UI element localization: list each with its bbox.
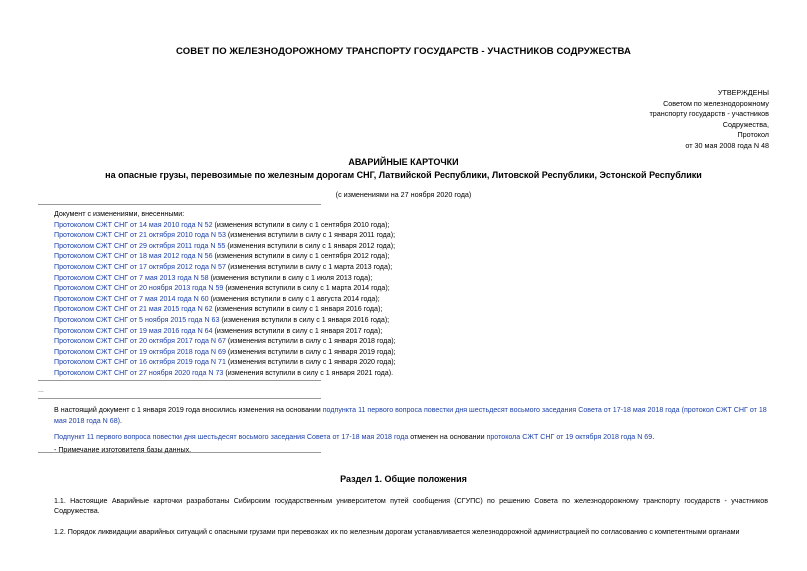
protocol-effective-text: (изменения вступили в силу с 1 января 2018 года); [225,337,396,346]
divider [38,398,321,399]
subitem-link[interactable]: Подпункт 11 первого вопроса повестки дня шестьдесят восьмого заседания Совета от 17-18 мая 2018 года [54,433,409,442]
list-item [54,368,754,379]
approval-line: Содружества, [722,119,769,129]
list-item [54,273,754,284]
protocol-link[interactable]: Протоколом СЖТ СНГ от 18 мая 2012 года N 56 [54,252,213,261]
approval-line: Протокол [737,130,769,140]
list-item [54,336,754,347]
approval-line: УТВЕРЖДЕНЫ [717,88,769,97]
protocol-effective-text: (изменения вступили в силу с 1 июля 2013 года); [208,273,373,282]
list-item [54,357,754,368]
protocol-link[interactable]: Протоколом СЖТ СНГ от 14 мая 2010 года N 52 [54,220,213,229]
protocol-effective-text: (изменения вступили в силу с 1 января 2017 года); [212,326,383,335]
protocol-link[interactable]: Протоколом СЖТ СНГ от 29 октября 2011 года N 55 [54,241,226,250]
section-title: Раздел 1. Общие положения [340,474,467,484]
paragraph-text: 1.2. Порядок ликвидации аварийных ситуаций с опасными грузами при перевозках их по железным дорогам устанавливается железнодорожной администрацией по согласованию с компетентными органами [54,528,740,536]
paragraph-1-1 [40,496,768,517]
protocol-link[interactable]: Протоколом СЖТ СНГ от 27 ноября 2020 года N 73 [54,368,224,377]
changes-list [54,209,754,379]
protocol-link[interactable]: Протоколом СЖТ СНГ от 21 мая 2015 года N 62 [54,305,213,314]
divider [38,452,321,453]
list-item [54,262,754,273]
note-text: отменен на основании [408,433,487,442]
protocol-effective-text: (изменения вступили в силу с 1 января 2019 года); [225,347,396,356]
list-item [54,251,754,262]
changes-intro: Документ с изменениями, внесенными: [54,210,185,218]
note-paragraph [54,432,770,443]
protocol-effective-text: (изменения вступили в силу с 1 января 2016 года); [212,305,383,314]
protocol-link[interactable]: Протоколом СЖТ СНГ от 19 октября 2018 года N 69 [54,347,226,356]
protocol-effective-text: (изменения вступили в силу с 1 марта 2013 года); [225,262,393,271]
note-text: . [652,433,655,442]
list-item [54,315,754,326]
list-item [54,304,754,315]
protocol-link[interactable]: протокола СЖТ СНГ от 19 октября 2018 года N 69 [486,433,653,442]
protocol-link[interactable]: Протоколом СЖТ СНГ от 16 октября 2019 года N 71 [54,358,226,367]
divider [38,204,321,205]
approval-block [569,88,769,152]
protocol-link[interactable]: Протоколом СЖТ СНГ от 21 октября 2010 года N 53 [54,231,226,240]
subitem-link[interactable]: подпункта 11 первого вопроса повестки дня шестьдесят восьмого заседания Совета от 17-18 мая 2018 года [322,406,680,414]
paragraph-1-2 [40,527,768,537]
database-note: - Примечание изготовителя базы данных. [54,445,192,454]
protocol-link[interactable]: Протоколом СЖТ СНГ от 5 ноября 2015 года N 63 [54,315,220,324]
protocol-effective-text: (изменения вступили в силу с 1 августа 2014 года); [208,294,380,303]
note-text: В настоящий документ с 1 января 2019 года вносились изменения на основании [54,406,323,414]
protocol-effective-text: (изменения вступили в силу с 1 января 2020 года); [225,358,396,367]
list-item [54,241,754,252]
divider [38,380,321,381]
note-text: . [120,416,122,425]
list-item [54,294,754,305]
protocol-link[interactable]: Протоколом СЖТ СНГ от 7 мая 2013 года N 58 [54,273,209,282]
list-item [54,283,754,294]
protocol-effective-text: (изменения вступили в силу с 1 января 2021 года). [223,368,394,377]
ellipsis: ... [38,387,44,394]
protocol-link[interactable]: Протоколом СЖТ СНГ от 17 октября 2012 года N 57 [54,262,226,271]
document-title: АВАРИЙНЫЕ КАРТОЧКИ [348,157,459,167]
protocol-effective-text: (изменения вступили в силу с 1 сентября 2012 года); [212,252,390,261]
protocol-effective-text: (изменения вступили в силу с 1 марта 2014 года); [223,284,390,293]
protocol-effective-text: (изменения вступили в силу с 1 января 2012 года); [225,241,396,250]
council-heading: СОВЕТ ПО ЖЕЛЕЗНОДОРОЖНОМУ ТРАНСПОРТУ ГОСУДАРСТВ - УЧАСТНИКОВ СОДРУЖЕСТВА [176,46,631,57]
protocol-link[interactable]: (протокол СЖТ СНГ от 18 мая 2018 года N 68) [54,406,767,425]
amendment-date-note: (с изменениями на 27 ноября 2020 года) [335,190,472,199]
protocol-effective-text: (изменения вступили в силу с 1 января 2016 года); [219,315,390,324]
protocol-link[interactable]: Протоколом СЖТ СНГ от 20 ноября 2013 года N 59 [54,284,224,293]
protocol-effective-text: (изменения вступили в силу с 1 сентября 2010 года); [212,220,390,229]
approval-line: от 30 мая 2008 года N 48 [685,140,769,150]
protocol-link[interactable]: Протоколом СЖТ СНГ от 7 мая 2014 года N 60 [54,294,209,303]
approval-line: транспорту государств - участников [649,109,769,119]
list-item [54,326,754,337]
protocol-effective-text: (изменения вступили в силу с 1 января 2011 года); [225,231,396,240]
note-paragraph [54,405,770,426]
protocol-link[interactable]: Протоколом СЖТ СНГ от 19 мая 2016 года N 64 [54,326,213,335]
list-item [54,230,754,241]
approval-line: Советом по железнодорожному [663,98,769,108]
paragraph-text: 1.1. Настоящие Аварийные карточки разработаны Сибирским государственным университетом путей сообщения (СГУПС) по решению Совета по железнодорожному транспорту государств - участников Содружества. [54,497,768,516]
list-item [54,347,754,358]
protocol-link[interactable]: Протоколом СЖТ СНГ от 20 октября 2017 года N 67 [54,337,226,346]
document-subtitle: на опасные грузы, перевозимые по железным дорогам СНГ, Латвийской Республики, Литовской Республики, Эстонской Республики [105,170,702,180]
list-item [54,220,754,231]
